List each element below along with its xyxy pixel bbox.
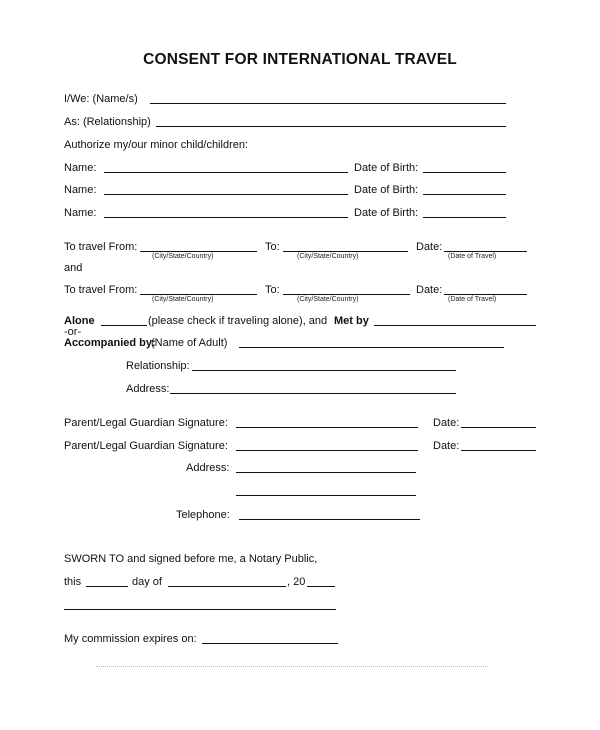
met-by-line[interactable] [374, 325, 536, 326]
trip-1-to-label: To: [265, 241, 280, 253]
adult-relationship-label: Relationship: [126, 360, 190, 372]
child-3-name-line[interactable] [104, 217, 348, 218]
child-1-name-line[interactable] [104, 172, 348, 173]
guardian-2-signature-label: Parent/Legal Guardian Signature: [64, 440, 228, 452]
alone-checkbox-line[interactable] [101, 325, 147, 326]
sworn-text: SWORN TO and signed before me, a Notary Public, [64, 553, 318, 565]
year-line[interactable] [307, 586, 335, 587]
day-line[interactable] [86, 586, 128, 587]
guardian-1-date-line[interactable] [461, 427, 536, 428]
guardian-1-date-label: Date: [433, 417, 460, 429]
child-2-dob-label: Date of Birth: [354, 184, 419, 196]
parents-name-label: I/We: (Name/s) [64, 93, 138, 105]
parents-name-line[interactable] [150, 103, 506, 104]
form-title: CONSENT FOR INTERNATIONAL TRAVEL [143, 51, 457, 68]
guardian-address-line-2[interactable] [236, 495, 416, 496]
guardian-2-signature-line[interactable] [236, 450, 418, 451]
guardian-2-date-label: Date: [433, 440, 460, 452]
accompanied-by-hint: (Name of Adult) [151, 337, 228, 349]
trip-1-from-line[interactable] [140, 251, 257, 252]
telephone-line[interactable] [239, 519, 420, 520]
relationship-label: As: (Relationship) [64, 116, 151, 128]
trip-2-from-label: To travel From: [64, 284, 138, 296]
guardian-address-label: Address: [186, 462, 230, 474]
trip-1-date-line[interactable] [444, 251, 527, 252]
commission-label: My commission expires on: [64, 633, 197, 645]
trip-2-date-hint: (Date of Travel) [448, 296, 497, 303]
trip-2-date-line[interactable] [444, 294, 527, 295]
child-1-dob-line[interactable] [423, 172, 506, 173]
trip-2-from-line[interactable] [140, 294, 257, 295]
cutoff-text-remnant [96, 666, 488, 667]
trip-1-date-label: Date: [416, 241, 443, 253]
year-label: , 20 [287, 576, 306, 588]
day-of-label: day of [132, 576, 162, 588]
guardian-1-signature-label: Parent/Legal Guardian Signature: [64, 417, 228, 429]
child-3-name-label: Name: [64, 207, 97, 219]
adult-address-line[interactable] [170, 393, 456, 394]
and-text: and [64, 262, 83, 274]
child-3-dob-line[interactable] [423, 217, 506, 218]
alone-label: Alone [64, 315, 95, 327]
child-1-name-label: Name: [64, 162, 97, 174]
relationship-line[interactable] [156, 126, 506, 127]
guardian-address-line-1[interactable] [236, 472, 416, 473]
telephone-label: Telephone: [176, 509, 230, 521]
trip-1-to-hint: (City/State/Country) [297, 253, 359, 260]
trip-1-to-line[interactable] [283, 251, 408, 252]
trip-2-to-line[interactable] [283, 294, 410, 295]
authorize-text: Authorize my/our minor child/children: [64, 139, 249, 151]
child-2-name-label: Name: [64, 184, 97, 196]
trip-2-to-hint: (City/State/Country) [297, 296, 359, 303]
trip-1-date-hint: (Date of Travel) [448, 253, 497, 260]
alone-text: (please check if traveling alone), and [148, 315, 328, 327]
accompanied-by-line[interactable] [239, 347, 504, 348]
guardian-1-signature-line[interactable] [236, 427, 418, 428]
child-2-name-line[interactable] [104, 194, 348, 195]
trip-2-to-label: To: [265, 284, 280, 296]
or-text: -or- [64, 326, 82, 338]
commission-line[interactable] [202, 643, 338, 644]
trip-1-from-label: To travel From: [64, 241, 138, 253]
this-label: this [64, 576, 82, 588]
adult-relationship-line[interactable] [192, 370, 456, 371]
trip-2-from-hint: (City/State/Country) [152, 296, 214, 303]
notary-signature-line[interactable] [64, 609, 336, 610]
met-by-label: Met by [334, 315, 369, 327]
adult-address-label: Address: [126, 383, 170, 395]
trip-1-from-hint: (City/State/Country) [152, 253, 214, 260]
child-1-dob-label: Date of Birth: [354, 162, 419, 174]
guardian-2-date-line[interactable] [461, 450, 536, 451]
accompanied-by-label: Accompanied by: [64, 337, 156, 349]
child-2-dob-line[interactable] [423, 194, 506, 195]
child-3-dob-label: Date of Birth: [354, 207, 419, 219]
trip-2-date-label: Date: [416, 284, 443, 296]
month-line[interactable] [168, 586, 286, 587]
